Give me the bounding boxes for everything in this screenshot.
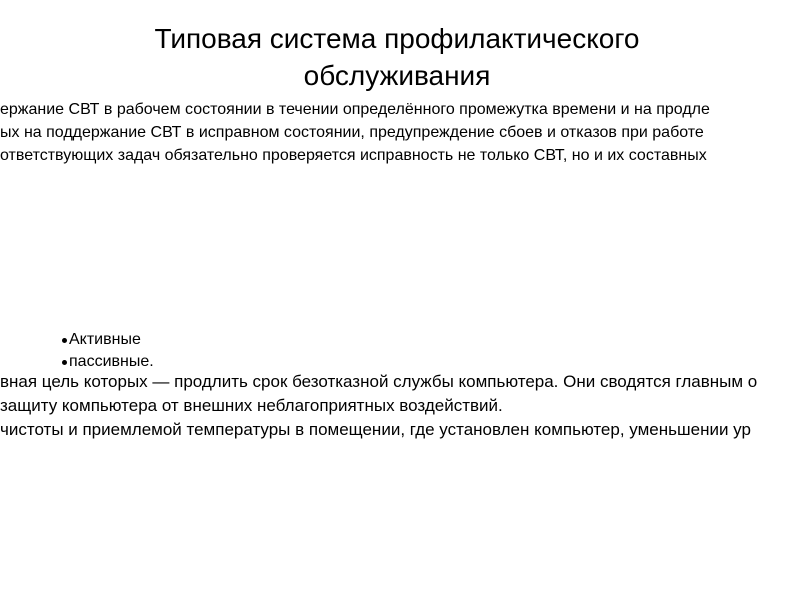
bullet-label: пассивные. [69,353,154,370]
detail-line-3: чистоты и приемлемой температуры в помещении, где установлен компьютер, уменьшении ур [0,420,751,439]
slide-title [60,20,734,94]
bullet-item-active [62,329,141,351]
bullet-dot-icon [62,360,67,365]
title-line-1: Типовая система профилактического [154,23,640,54]
title-line-2: обслуживания [303,60,491,91]
intro-line-1: ержание СВТ в рабочем состоянии в течении определённого промежутка времени и на продле [0,101,710,118]
detail-line-1: вная цель которых — продлить срок безотказной службы компьютера. Они сводятся главным о [0,372,758,391]
bullet-dot-icon [62,338,67,343]
intro-line-2: ых на поддержание СВТ в исправном состоянии, предупреждение сбоев и отказов при работе [0,124,704,141]
intro-line-3: ответствующих задач обязательно проверяется исправность не только СВТ, но и их составных [0,147,707,164]
bullet-label: Активные [69,331,141,348]
detail-line-2: защиту компьютера от внешних неблагоприятных воздействий. [0,396,503,415]
